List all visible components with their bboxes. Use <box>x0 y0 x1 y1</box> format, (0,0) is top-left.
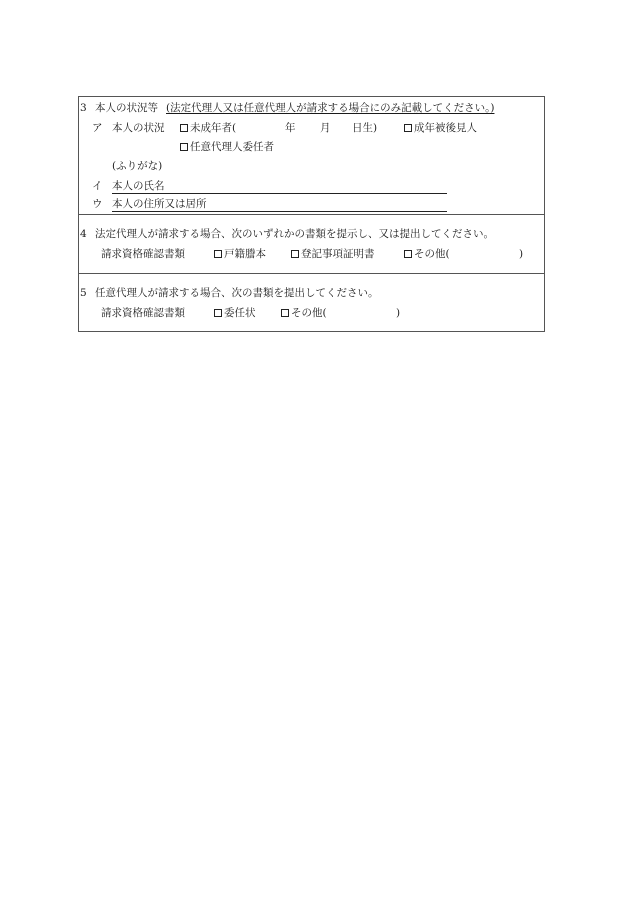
checkbox-box[interactable] <box>180 143 188 151</box>
agent-request-form <box>78 96 545 332</box>
checkbox-adult-ward[interactable] <box>404 121 477 135</box>
checkbox-registry-certificate-label: 登記事項証明書 <box>301 248 375 260</box>
birth-day-label: 日生) <box>352 122 378 134</box>
furigana-label: (ふりがな) <box>112 160 163 172</box>
checkbox-minor-label: 未成年者( <box>190 122 237 134</box>
checkbox-minor[interactable] <box>180 121 236 135</box>
section-4-number: 4 <box>80 228 87 240</box>
section-3 <box>79 97 544 215</box>
section-5-doc-label: 請求資格確認書類 <box>101 307 185 319</box>
birth-month-label: 月 <box>320 122 331 134</box>
address-input-line[interactable] <box>112 211 447 212</box>
checkbox-adult-ward-label: 成年被後見人 <box>414 122 477 134</box>
item-i-label: 本人の氏名 <box>112 180 165 192</box>
checkbox-delegator-label: 任意代理人委任者 <box>190 141 274 153</box>
checkbox-power-of-attorney[interactable] <box>214 306 256 320</box>
item-a-mark: ア <box>92 122 103 134</box>
checkbox-other-4-label: その他( <box>414 248 450 260</box>
birth-year-label: 年 <box>285 122 296 134</box>
name-input-line[interactable] <box>112 193 447 194</box>
checkbox-box[interactable] <box>404 124 412 132</box>
section-4-doc-label: 請求資格確認書類 <box>101 248 185 260</box>
checkbox-box[interactable] <box>214 309 222 317</box>
checkbox-delegator[interactable] <box>180 140 274 154</box>
section-5 <box>79 274 544 331</box>
checkbox-family-register-label: 戸籍謄本 <box>224 248 266 260</box>
other-4-close-paren: ) <box>519 248 524 260</box>
checkbox-box[interactable] <box>404 250 412 258</box>
checkbox-registry-certificate[interactable] <box>291 247 375 261</box>
checkbox-other-4[interactable] <box>404 247 450 261</box>
item-i-mark: イ <box>92 180 103 192</box>
other-5-close-paren: ) <box>396 307 401 319</box>
checkbox-power-of-attorney-label: 委任状 <box>224 307 256 319</box>
checkbox-other-5[interactable] <box>281 306 327 320</box>
section-5-title: 任意代理人が請求する場合、次の書類を提出してください。 <box>95 287 379 299</box>
section-3-title: 本人の状況等 <box>95 102 158 114</box>
checkbox-family-register[interactable] <box>214 247 266 261</box>
checkbox-box[interactable] <box>291 250 299 258</box>
section-3-number: 3 <box>80 102 87 114</box>
item-u-mark: ウ <box>92 198 103 210</box>
checkbox-box[interactable] <box>214 250 222 258</box>
checkbox-box[interactable] <box>281 309 289 317</box>
item-a-label: 本人の状況 <box>112 122 165 134</box>
section-4-title: 法定代理人が請求する場合、次のいずれかの書類を提示し、又は提出してください。 <box>95 228 494 240</box>
checkbox-box[interactable] <box>180 124 188 132</box>
section-4 <box>79 215 544 274</box>
checkbox-other-5-label: その他( <box>291 307 327 319</box>
section-3-note: (法定代理人又は任意代理人が請求する場合にのみ記載してください。) <box>166 102 495 114</box>
section-5-number: 5 <box>80 287 87 299</box>
item-u-label: 本人の住所又は居所 <box>112 198 207 210</box>
